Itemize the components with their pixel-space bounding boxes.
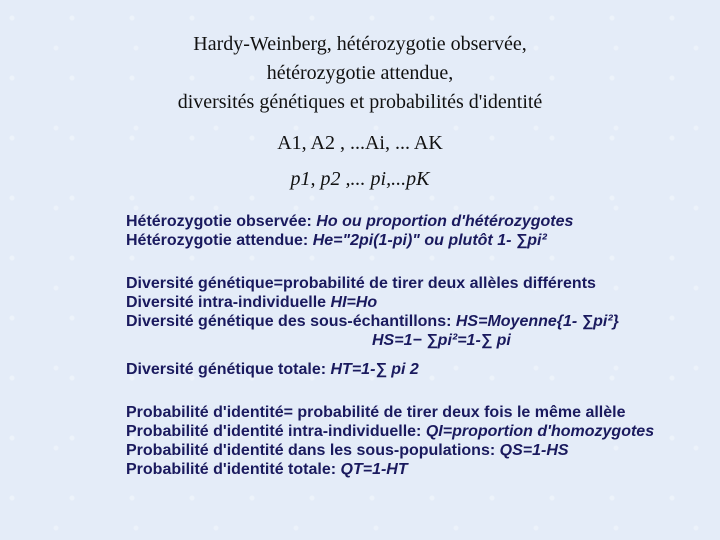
hs-formula-line: HS=1− ∑pi²=1-∑ pi (372, 332, 511, 349)
definitions-block (126, 212, 706, 479)
het-expected-line: Hétérozygotie attendue: He="2pi(1-pi)" ou plutôt 1- ∑pi² (126, 232, 547, 249)
het-observed-line: Hétérozygotie observée: Ho ou proportion d'hétérozygotes (126, 213, 574, 230)
subsample-diversity-line: Diversité génétique des sous-échantillons: HS=Moyenne{1- ∑pi²} (126, 313, 619, 330)
subpop-identity-line: Probabilité d'identité dans les sous-populations: QS=1-HS (126, 442, 569, 459)
title-line-3: diversités génétiques et probabilités d'identité (177, 91, 543, 113)
total-identity-line: Probabilité d'identité totale: QT=1-HT (126, 461, 408, 478)
intra-identity-line: Probabilité d'identité intra-individuelle: QI=proportion d'homozygotes (126, 423, 655, 440)
alleles-line: A1, A2 , ...Ai, ... AK (277, 132, 443, 154)
slide-title (0, 30, 720, 117)
identity-probability-line: Probabilité d'identité= probabilité de tirer deux fois le même allèle (126, 404, 626, 421)
total-diversity-line: Diversité génétique totale: HT=1-∑ pi 2 (126, 361, 419, 378)
frequencies-line: p1, p2 ,... pi,...pK (290, 168, 430, 190)
genetic-diversity-line: Diversité génétique=probabilité de tirer deux allèles différents (126, 275, 596, 292)
title-line-1: Hardy-Weinberg, hétérozygotie observée, (193, 33, 527, 55)
title-line-2: hétérozygotie attendue, (266, 62, 454, 84)
intra-diversity-line: Diversité intra-individuelle HI=Ho (126, 294, 378, 311)
